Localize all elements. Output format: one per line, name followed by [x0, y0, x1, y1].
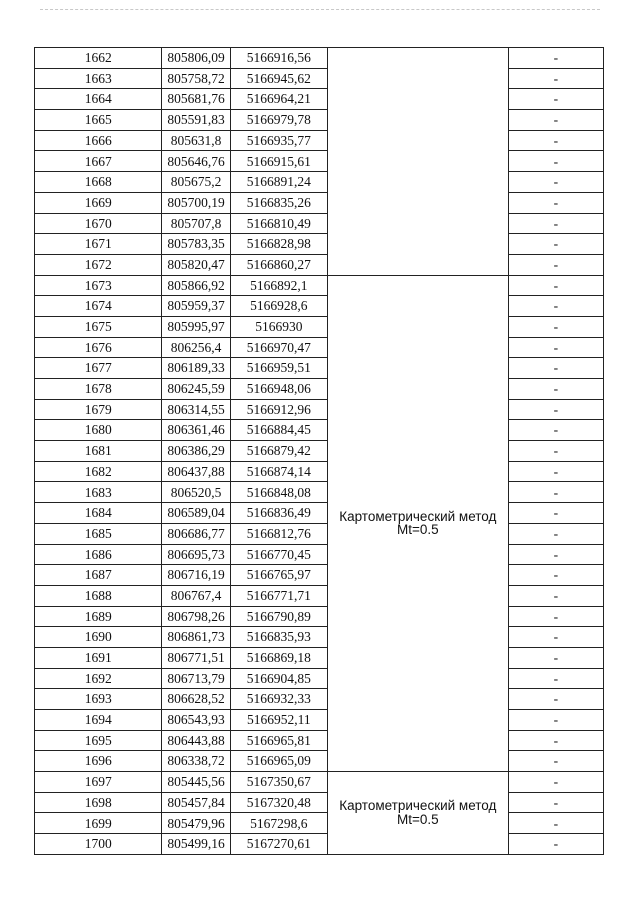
x-coordinate-cell: 806245,59	[162, 379, 230, 400]
y-coordinate-cell: 5166915,61	[230, 151, 327, 172]
x-coordinate-cell: 805681,76	[162, 89, 230, 110]
table-row	[35, 503, 604, 524]
point-number-cell: 1670	[35, 213, 162, 234]
table-row	[35, 316, 604, 337]
y-coordinate-cell: 5166965,81	[230, 730, 327, 751]
table-row	[35, 192, 604, 213]
value-cell: -	[508, 772, 603, 793]
y-coordinate-cell: 5166892,1	[230, 275, 327, 296]
point-number-cell: 1687	[35, 565, 162, 586]
value-cell: -	[508, 399, 603, 420]
y-coordinate-cell: 5166828,98	[230, 234, 327, 255]
point-number-cell: 1692	[35, 668, 162, 689]
table-row	[35, 48, 604, 69]
x-coordinate-cell: 805457,84	[162, 792, 230, 813]
point-number-cell: 1694	[35, 710, 162, 731]
x-coordinate-cell: 806437,88	[162, 461, 230, 482]
method-name: Картометрический метод	[339, 798, 497, 814]
x-coordinate-cell: 806361,46	[162, 420, 230, 441]
value-cell: -	[508, 544, 603, 565]
value-cell: -	[508, 48, 603, 69]
point-number-cell: 1682	[35, 461, 162, 482]
value-cell: -	[508, 254, 603, 275]
point-number-cell: 1677	[35, 358, 162, 379]
point-number-cell: 1667	[35, 151, 162, 172]
value-cell: -	[508, 751, 603, 772]
method-name: Картометрический метод	[339, 508, 497, 524]
method-cell	[328, 275, 509, 772]
x-coordinate-cell: 806771,51	[162, 647, 230, 668]
y-coordinate-cell: 5166874,14	[230, 461, 327, 482]
table-row	[35, 130, 604, 151]
y-coordinate-cell: 5167320,48	[230, 792, 327, 813]
table-row	[35, 627, 604, 648]
y-coordinate-cell: 5166945,62	[230, 68, 327, 89]
table-row	[35, 751, 604, 772]
table-row	[35, 813, 604, 834]
point-number-cell: 1685	[35, 523, 162, 544]
point-number-cell: 1686	[35, 544, 162, 565]
value-cell: -	[508, 234, 603, 255]
x-coordinate-cell: 806314,55	[162, 399, 230, 420]
y-coordinate-cell: 5166970,47	[230, 337, 327, 358]
table-row	[35, 441, 604, 462]
point-number-cell: 1662	[35, 48, 162, 69]
value-cell: -	[508, 503, 603, 524]
x-coordinate-cell: 806861,73	[162, 627, 230, 648]
table-row	[35, 565, 604, 586]
value-cell: -	[508, 275, 603, 296]
point-number-cell: 1699	[35, 813, 162, 834]
value-cell: -	[508, 110, 603, 131]
value-cell: -	[508, 172, 603, 193]
point-number-cell: 1695	[35, 730, 162, 751]
y-coordinate-cell: 5166790,89	[230, 606, 327, 627]
table-row	[35, 420, 604, 441]
x-coordinate-cell: 806686,77	[162, 523, 230, 544]
x-coordinate-cell: 805479,96	[162, 813, 230, 834]
table-row	[35, 358, 604, 379]
y-coordinate-cell: 5166904,85	[230, 668, 327, 689]
method-cell	[328, 48, 509, 276]
x-coordinate-cell: 805866,92	[162, 275, 230, 296]
x-coordinate-cell: 805707,8	[162, 213, 230, 234]
point-number-cell: 1681	[35, 441, 162, 462]
y-coordinate-cell: 5166952,11	[230, 710, 327, 731]
value-cell: -	[508, 834, 603, 855]
x-coordinate-cell: 806443,88	[162, 730, 230, 751]
table-row	[35, 585, 604, 606]
y-coordinate-cell: 5166812,76	[230, 523, 327, 544]
table-row	[35, 792, 604, 813]
y-coordinate-cell: 5166810,49	[230, 213, 327, 234]
y-coordinate-cell: 5166979,78	[230, 110, 327, 131]
value-cell: -	[508, 813, 603, 834]
y-coordinate-cell: 5166836,49	[230, 503, 327, 524]
table-row	[35, 399, 604, 420]
point-number-cell: 1700	[35, 834, 162, 855]
x-coordinate-cell: 805820,47	[162, 254, 230, 275]
value-cell: -	[508, 482, 603, 503]
x-coordinate-cell: 805646,76	[162, 151, 230, 172]
x-coordinate-cell: 806543,93	[162, 710, 230, 731]
table-row	[35, 296, 604, 317]
x-coordinate-cell: 805499,16	[162, 834, 230, 855]
value-cell: -	[508, 441, 603, 462]
table-row	[35, 275, 604, 296]
value-cell: -	[508, 461, 603, 482]
table-row	[35, 523, 604, 544]
value-cell: -	[508, 627, 603, 648]
point-number-cell: 1689	[35, 606, 162, 627]
point-number-cell: 1683	[35, 482, 162, 503]
y-coordinate-cell: 5167270,61	[230, 834, 327, 855]
x-coordinate-cell: 805783,35	[162, 234, 230, 255]
point-number-cell: 1674	[35, 296, 162, 317]
y-coordinate-cell: 5166948,06	[230, 379, 327, 400]
point-number-cell: 1693	[35, 689, 162, 710]
method-cell	[328, 772, 509, 855]
x-coordinate-cell: 805700,19	[162, 192, 230, 213]
point-number-cell: 1688	[35, 585, 162, 606]
y-coordinate-cell: 5166959,51	[230, 358, 327, 379]
value-cell: -	[508, 647, 603, 668]
value-cell: -	[508, 523, 603, 544]
table-row	[35, 647, 604, 668]
y-coordinate-cell: 5166965,09	[230, 751, 327, 772]
table-row	[35, 89, 604, 110]
x-coordinate-cell: 805675,2	[162, 172, 230, 193]
value-cell: -	[508, 730, 603, 751]
x-coordinate-cell: 805806,09	[162, 48, 230, 69]
table-row	[35, 710, 604, 731]
point-number-cell: 1663	[35, 68, 162, 89]
coordinates-table	[34, 47, 604, 855]
table-row	[35, 689, 604, 710]
x-coordinate-cell: 806189,33	[162, 358, 230, 379]
value-cell: -	[508, 710, 603, 731]
value-cell: -	[508, 316, 603, 337]
y-coordinate-cell: 5166928,6	[230, 296, 327, 317]
y-coordinate-cell: 5166860,27	[230, 254, 327, 275]
value-cell: -	[508, 89, 603, 110]
x-coordinate-cell: 806798,26	[162, 606, 230, 627]
point-number-cell: 1680	[35, 420, 162, 441]
table-row	[35, 110, 604, 131]
table-row	[35, 337, 604, 358]
table-row	[35, 544, 604, 565]
y-coordinate-cell: 5166930	[230, 316, 327, 337]
table-row	[35, 151, 604, 172]
point-number-cell: 1676	[35, 337, 162, 358]
x-coordinate-cell: 806628,52	[162, 689, 230, 710]
y-coordinate-cell: 5166912,96	[230, 399, 327, 420]
point-number-cell: 1665	[35, 110, 162, 131]
point-number-cell: 1664	[35, 89, 162, 110]
value-cell: -	[508, 358, 603, 379]
value-cell: -	[508, 68, 603, 89]
y-coordinate-cell: 5166879,42	[230, 441, 327, 462]
value-cell: -	[508, 213, 603, 234]
x-coordinate-cell: 805631,8	[162, 130, 230, 151]
value-cell: -	[508, 130, 603, 151]
point-number-cell: 1673	[35, 275, 162, 296]
x-coordinate-cell: 805995,97	[162, 316, 230, 337]
point-number-cell: 1684	[35, 503, 162, 524]
y-coordinate-cell: 5166932,33	[230, 689, 327, 710]
y-coordinate-cell: 5166884,45	[230, 420, 327, 441]
point-number-cell: 1698	[35, 792, 162, 813]
point-number-cell: 1669	[35, 192, 162, 213]
y-coordinate-cell: 5166770,45	[230, 544, 327, 565]
value-cell: -	[508, 668, 603, 689]
value-cell: -	[508, 792, 603, 813]
y-coordinate-cell: 5166935,77	[230, 130, 327, 151]
table-row	[35, 461, 604, 482]
x-coordinate-cell: 805591,83	[162, 110, 230, 131]
value-cell: -	[508, 565, 603, 586]
y-coordinate-cell: 5166916,56	[230, 48, 327, 69]
point-number-cell: 1672	[35, 254, 162, 275]
x-coordinate-cell: 806713,79	[162, 668, 230, 689]
x-coordinate-cell: 806520,5	[162, 482, 230, 503]
table-row	[35, 172, 604, 193]
x-coordinate-cell: 806695,73	[162, 544, 230, 565]
y-coordinate-cell: 5167298,6	[230, 813, 327, 834]
table-row	[35, 730, 604, 751]
point-number-cell: 1690	[35, 627, 162, 648]
x-coordinate-cell: 806256,4	[162, 337, 230, 358]
table-row	[35, 834, 604, 855]
x-coordinate-cell: 806767,4	[162, 585, 230, 606]
point-number-cell: 1691	[35, 647, 162, 668]
x-coordinate-cell: 805959,37	[162, 296, 230, 317]
table-row	[35, 234, 604, 255]
x-coordinate-cell: 806716,19	[162, 565, 230, 586]
value-cell: -	[508, 192, 603, 213]
point-number-cell: 1679	[35, 399, 162, 420]
value-cell: -	[508, 606, 603, 627]
point-number-cell: 1668	[35, 172, 162, 193]
table-row	[35, 254, 604, 275]
x-coordinate-cell: 805445,56	[162, 772, 230, 793]
table-row	[35, 772, 604, 793]
coordinates-table-body	[35, 48, 604, 855]
point-number-cell: 1678	[35, 379, 162, 400]
y-coordinate-cell: 5166848,08	[230, 482, 327, 503]
value-cell: -	[508, 296, 603, 317]
value-cell: -	[508, 151, 603, 172]
value-cell: -	[508, 585, 603, 606]
x-coordinate-cell: 806338,72	[162, 751, 230, 772]
table-row	[35, 68, 604, 89]
x-coordinate-cell: 805758,72	[162, 68, 230, 89]
table-row	[35, 668, 604, 689]
point-number-cell: 1671	[35, 234, 162, 255]
y-coordinate-cell: 5166964,21	[230, 89, 327, 110]
y-coordinate-cell: 5166891,24	[230, 172, 327, 193]
table-row	[35, 482, 604, 503]
method-accuracy: Mt=0.5	[396, 522, 439, 538]
y-coordinate-cell: 5167350,67	[230, 772, 327, 793]
x-coordinate-cell: 806386,29	[162, 441, 230, 462]
y-coordinate-cell: 5166835,93	[230, 627, 327, 648]
point-number-cell: 1675	[35, 316, 162, 337]
y-coordinate-cell: 5166765,97	[230, 565, 327, 586]
table-row	[35, 606, 604, 627]
method-accuracy: Mt=0.5	[396, 811, 439, 827]
table-row	[35, 379, 604, 400]
y-coordinate-cell: 5166771,71	[230, 585, 327, 606]
x-coordinate-cell: 806589,04	[162, 503, 230, 524]
y-coordinate-cell: 5166835,26	[230, 192, 327, 213]
value-cell: -	[508, 420, 603, 441]
point-number-cell: 1696	[35, 751, 162, 772]
header-divider	[40, 9, 600, 10]
table-row	[35, 213, 604, 234]
point-number-cell: 1697	[35, 772, 162, 793]
y-coordinate-cell: 5166869,18	[230, 647, 327, 668]
point-number-cell: 1666	[35, 130, 162, 151]
value-cell: -	[508, 689, 603, 710]
value-cell: -	[508, 337, 603, 358]
value-cell: -	[508, 379, 603, 400]
